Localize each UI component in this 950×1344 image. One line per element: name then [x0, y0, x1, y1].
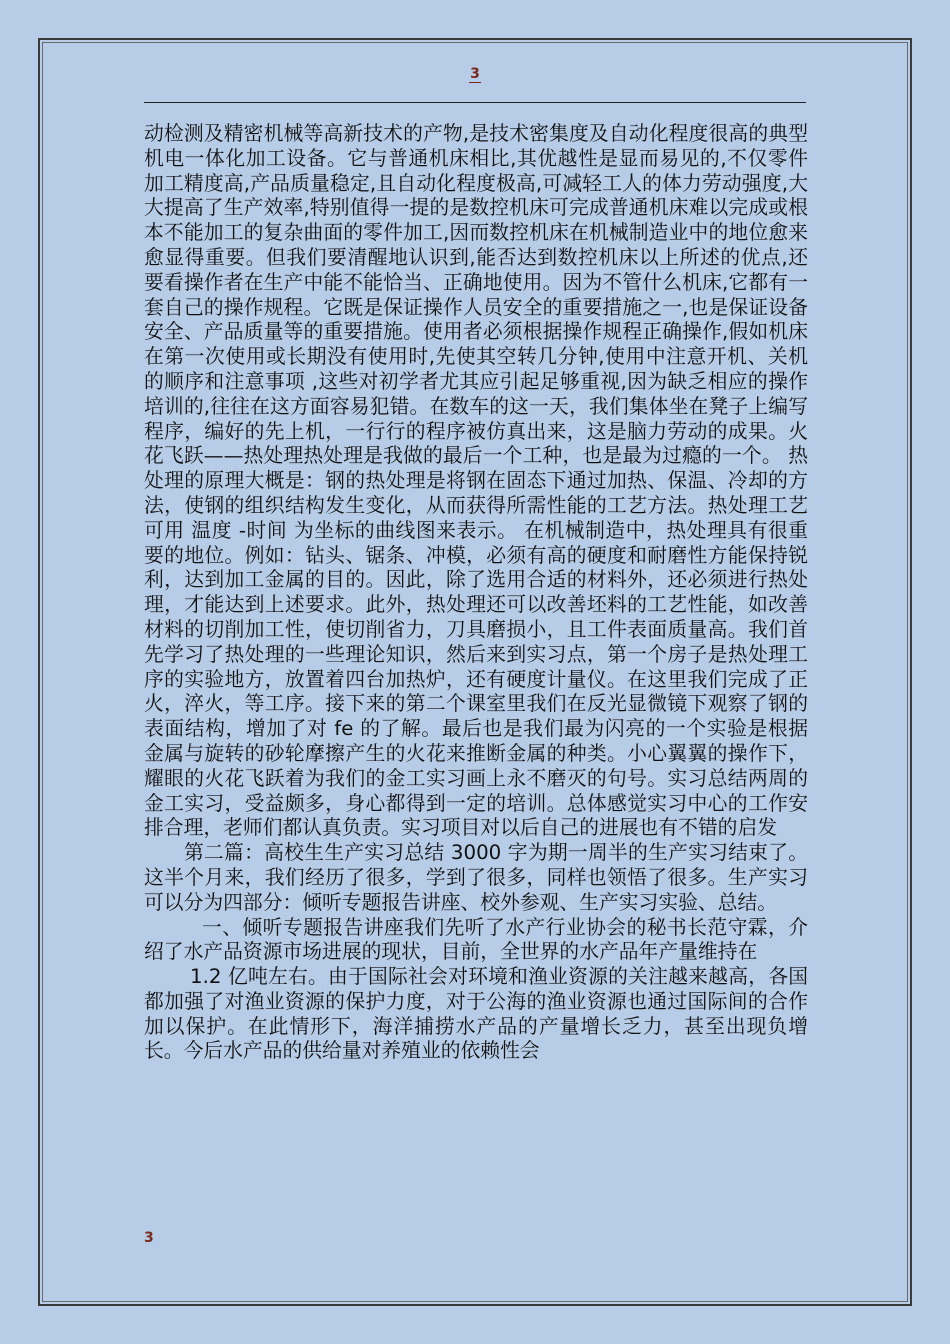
body-paragraph-1: 动检测及精密机械等高新技术的产物,是技术密集度及自动化程度很高的典型机电一体化加工设备。它与普通机床相比,其优越性是显而易见的,不仅零件加工精度高,产品质量稳定,且自动化程度极高,可减轻工人的体力劳动强度,大大提高了生产效率,特别值得一提的是数控机床可完成普通机床难以完成或根本不能加工的复杂曲面的零件加工,因而数控机床在机械制造业中的地位愈来愈显得重要。但我们要清醒地认识到,能否达到数控机床以上所述的优点,还要看操作者在生产中能不能恰当、正确地使用。因为不管什么机床,它都有一套自己的操作规程。它既是保证操作人员安全的重要措施之一,也是保证设备安全、产品质量等的重要措施。使用者必须根据操作规程正确操作,假如机床在第一次使用或长期没有使用时,先使其空转几分钟,使用中注意开机、关机的顺序和注意事项 ,这些对初学者尤其应引起足够重视,因为缺乏相应的操作培训的,往往在这方面容易犯错。在数车的这一天，我们集体坐在凳子上编写程序，编好的先上机，一行行的程序被仿真出来，这是脑力劳动的成果。火花飞跃——热处理热处理是我做的最后一个工种，也是最为过瘾的一个。 热处理的原理大概是：钢的热处理是将钢在固态下通过加热、保温、冷却的方法，使钢的组织结构发生变化，从而获得所需性能的工艺方法。热处理工艺可用 温度 -时间 为坐标的曲线图来表示。 在机械制造中，热处理具有很重要的地位。例如：钻头、锯条、冲模，必须有高的硬度和耐磨性方能保持锐利，达到加工金属的目的。因此，除了选用合适的材料外，还必须进行热处理，才能达到上述要求。此外，热处理还可以改善坯料的工艺性能，如改善材料的切削加工性，使切削省力，刀具磨损小，且工件表面质量高。我们首先学习了热处理的一些理论知识，然后来到实习点，第一个房子是热处理工序的实验地方，放置着四台加热炉，还有硬度计量仪。在这里我们完成了正火，淬火，等工序。接下来的第二个课室里我们在反光显微镜下观察了钢的表面结构，增加了对 fe 的了解。最后也是我们最为闪亮的一个实验是根据金属与旋转的砂轮摩擦产生的火花来推断金属的种类。小心翼翼的操作下，耀眼的火花飞跃着为我们的金工实习画上永不磨灭的句号。实习总结两周的金工实习，受益颇多，身心都得到一定的培训。总体感觉实习中心的工作安排合理，老师们都认真负责。实习项目对以后自己的进展也有不错的启发 [144, 122, 808, 840]
footer-page-number: 3 [144, 1230, 154, 1246]
header-page-number [0, 66, 950, 82]
body-paragraph-3: 一、倾听专题报告讲座我们先听了水产行业协会的秘书长范守霖，介绍了水产品资源市场进展的现状，目前，全世界的水产品年产量维持在 [144, 915, 808, 964]
body-paragraph-2: 第二篇：高校生生产实习总结 3000 字为期一周半的生产实习结束了。这半个月来，我们经历了很多，学到了很多，同样也领悟了很多。生产实习可以分为四部分：倾听专题报告讲座、校外参观、生产实习实验、总结。 [144, 841, 808, 914]
document-body [144, 122, 808, 1064]
header-page-number-text: 3 [470, 66, 480, 82]
header-divider [144, 102, 806, 103]
body-paragraph-4: 1.2 亿吨左右。由于国际社会对环境和渔业资源的关注越来越高，各国都加强了对渔业资源的保护力度，对于公海的渔业资源也通过国际间的合作加以保护。在此情形下，海洋捕捞水产品的产量增长乏力，甚至出现负增长。今后水产品的供给量对养殖业的依赖性会 [144, 965, 808, 1063]
